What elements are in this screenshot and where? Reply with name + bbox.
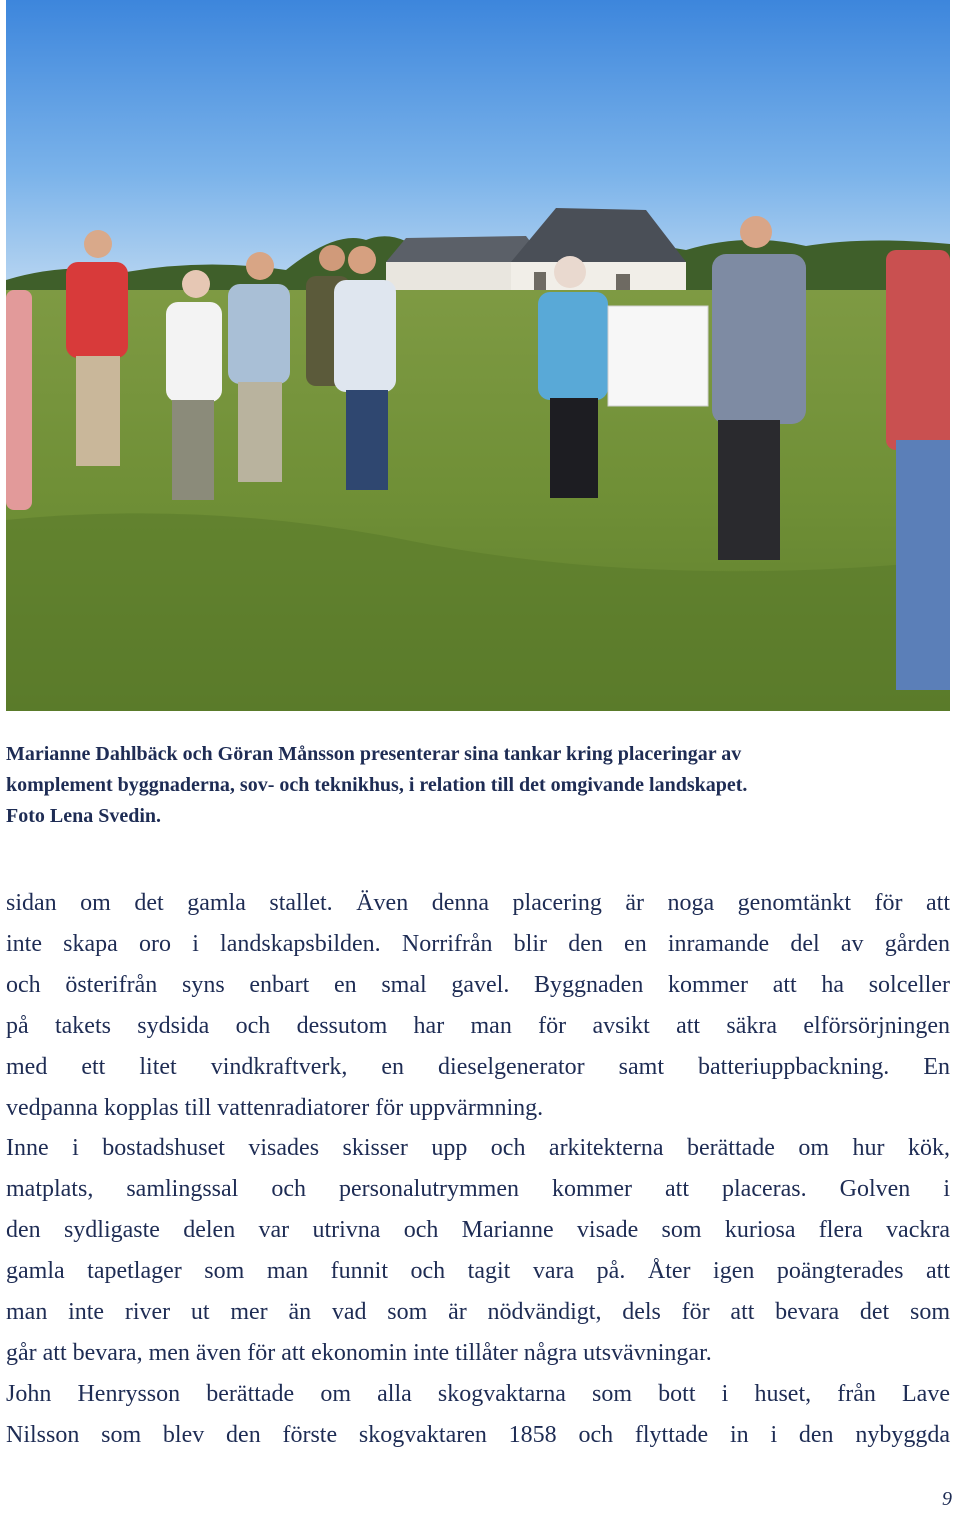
body-line: vedpanna kopplas till vattenradiatorer för uppvärmning. <box>6 1094 544 1121</box>
caption-line: Foto Lena Svedin. <box>6 805 162 827</box>
body-text <box>6 883 950 1456</box>
photo-field-meeting-icon <box>6 0 950 711</box>
body-line: Nilsson som blev den förste skogvaktaren 1858 och flyttade in i den nybyggda <box>6 1421 950 1448</box>
body-line: inte skapa oro i landskapsbilden. Norrifrån blir den en inramande del av gården <box>6 930 950 957</box>
body-line: Inne i bostadshuset visades skisser upp och arkitekterna berättade om hur kök, <box>6 1135 950 1162</box>
body-line: John Henrysson berättade om alla skogvaktarna som bott i huset, från Lave <box>6 1380 950 1407</box>
page-number: 9 <box>942 1488 952 1510</box>
photo-caption <box>6 739 936 832</box>
body-line: på takets sydsida och dessutom har man för avsikt att säkra elförsörjningen <box>6 1012 950 1039</box>
body-line: med ett litet vindkraftverk, en dieselgenerator samt batteriuppbackning. En <box>6 1053 950 1080</box>
body-line: gamla tapetlager som man funnit och tagit vara på. Åter igen poängterades att <box>6 1258 950 1285</box>
photo <box>6 0 950 711</box>
body-line: den sydligaste delen var utrivna och Marianne visade som kuriosa flera vackra <box>6 1217 950 1244</box>
body-line: matplats, samlingssal och personalutrymmen kommer att placeras. Golven i <box>6 1176 950 1203</box>
body-line: man inte river ut mer än vad som är nödvändigt, dels för att bevara det som <box>6 1299 950 1326</box>
body-line: och österifrån syns enbart en smal gavel. Byggnaden kommer att ha solceller <box>6 971 950 998</box>
caption-line: komplement byggnaderna, sov- och teknikhus, i relation till det omgivande landskapet. <box>6 774 748 796</box>
caption-line: Marianne Dahlbäck och Göran Månsson presenterar sina tankar kring placeringar av <box>6 743 742 765</box>
body-line: går att bevara, men även för att ekonomin inte tillåter några utsvävningar. <box>6 1339 712 1366</box>
body-line: sidan om det gamla stallet. Även denna placering är noga genomtänkt för att <box>6 890 950 916</box>
